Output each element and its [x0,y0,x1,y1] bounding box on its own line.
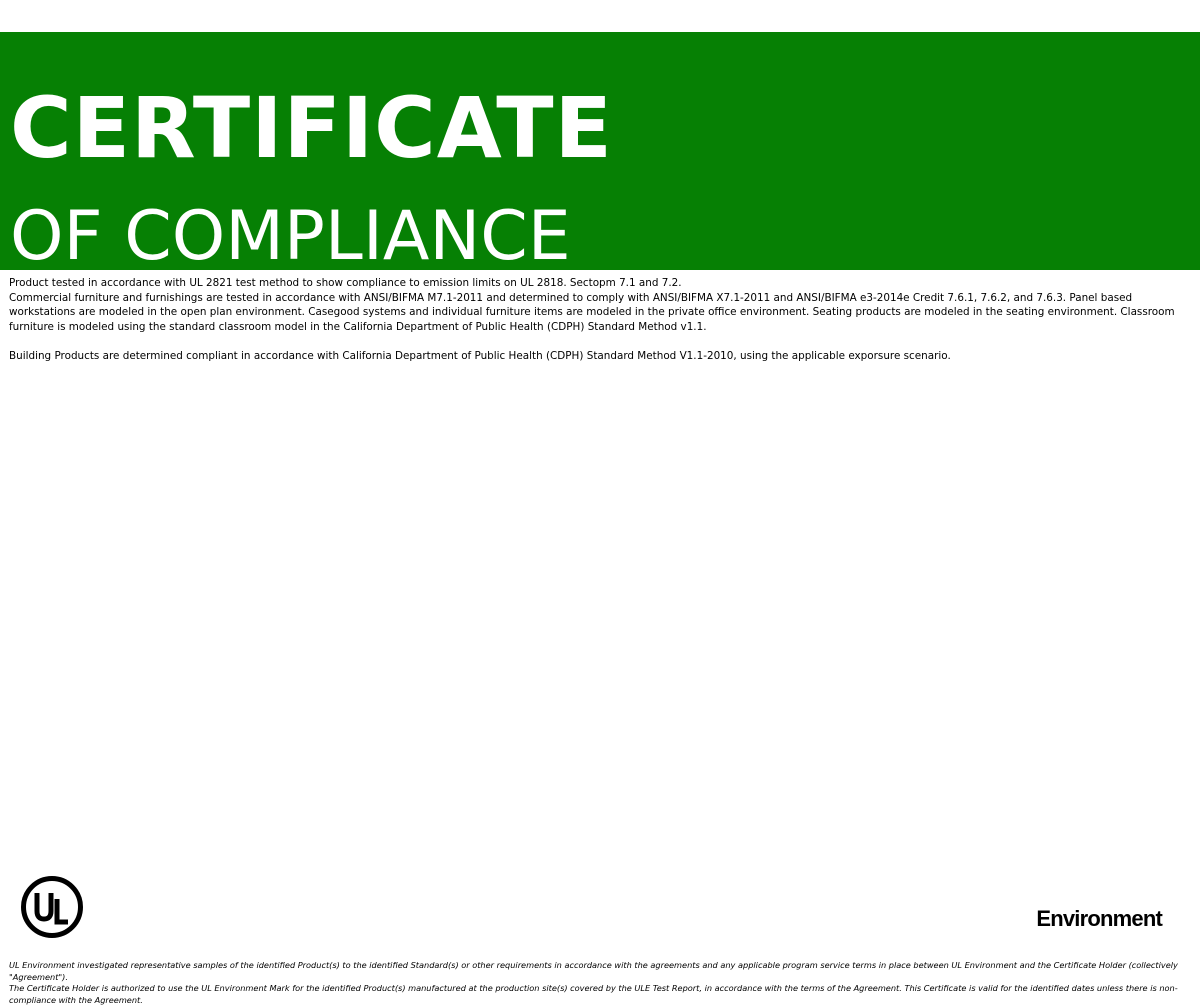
disclaimer-line-1: UL Environment investigated representative samples of the identified Product(s) to the identified Standard(s) or other requirements in accordance with the agreements and any applicable program service terms in place between UL Environment and the Certificate Holder (collectively "Agreement"). [9,960,1178,982]
title-banner [0,32,1200,276]
building-products-paragraph: Building Products are determined compliant in accordance with California Department of Public Health (CDPH) Standard Method V1.1-2010, using the applicable exporsure scenario. [9,349,951,362]
certificate-body [9,276,1179,363]
certificate-subtitle: OF COMPLIANCE [10,197,571,276]
test-method-paragraph: Product tested in accordance with UL 2821 test method to show compliance to emission limits on UL 2818. Sectopm 7.1 and 7.2. [9,277,682,289]
ul-logo-icon [20,875,84,939]
environment-label: Environment [1036,906,1162,931]
furniture-paragraph: Commercial furniture and furnishings are tested in accordance with ANSI/BIFMA M7.1-2011 and determined to comply with ANSI/BIFMA X7.1-2011 and ANSI/BIFMA e3-2014e Credit 7.6.1, 7.6.2, and 7.6.3. Panel based workstations are modeled in the open plan environment. Casegood systems and individual furniture items are modeled in the private office environment. Seating products are modeled in the seating environment. Classroom furniture is modeled using the standard classroom model in the California Department of Public Health (CDPH) Standard Method v1.1. [9,291,1175,333]
disclaimer [9,960,1191,1006]
disclaimer-line-2: The Certificate Holder is authorized to use the UL Environment Mark for the identified Product(s) manufactured at the production site(s) covered by the ULE Test Report, in accordance with the terms of the Agreement. This Certificate is valid for the identified dates unless there is non-compliance with the Agreement. [9,983,1178,1005]
certificate-title: CERTIFICATE [10,79,613,177]
